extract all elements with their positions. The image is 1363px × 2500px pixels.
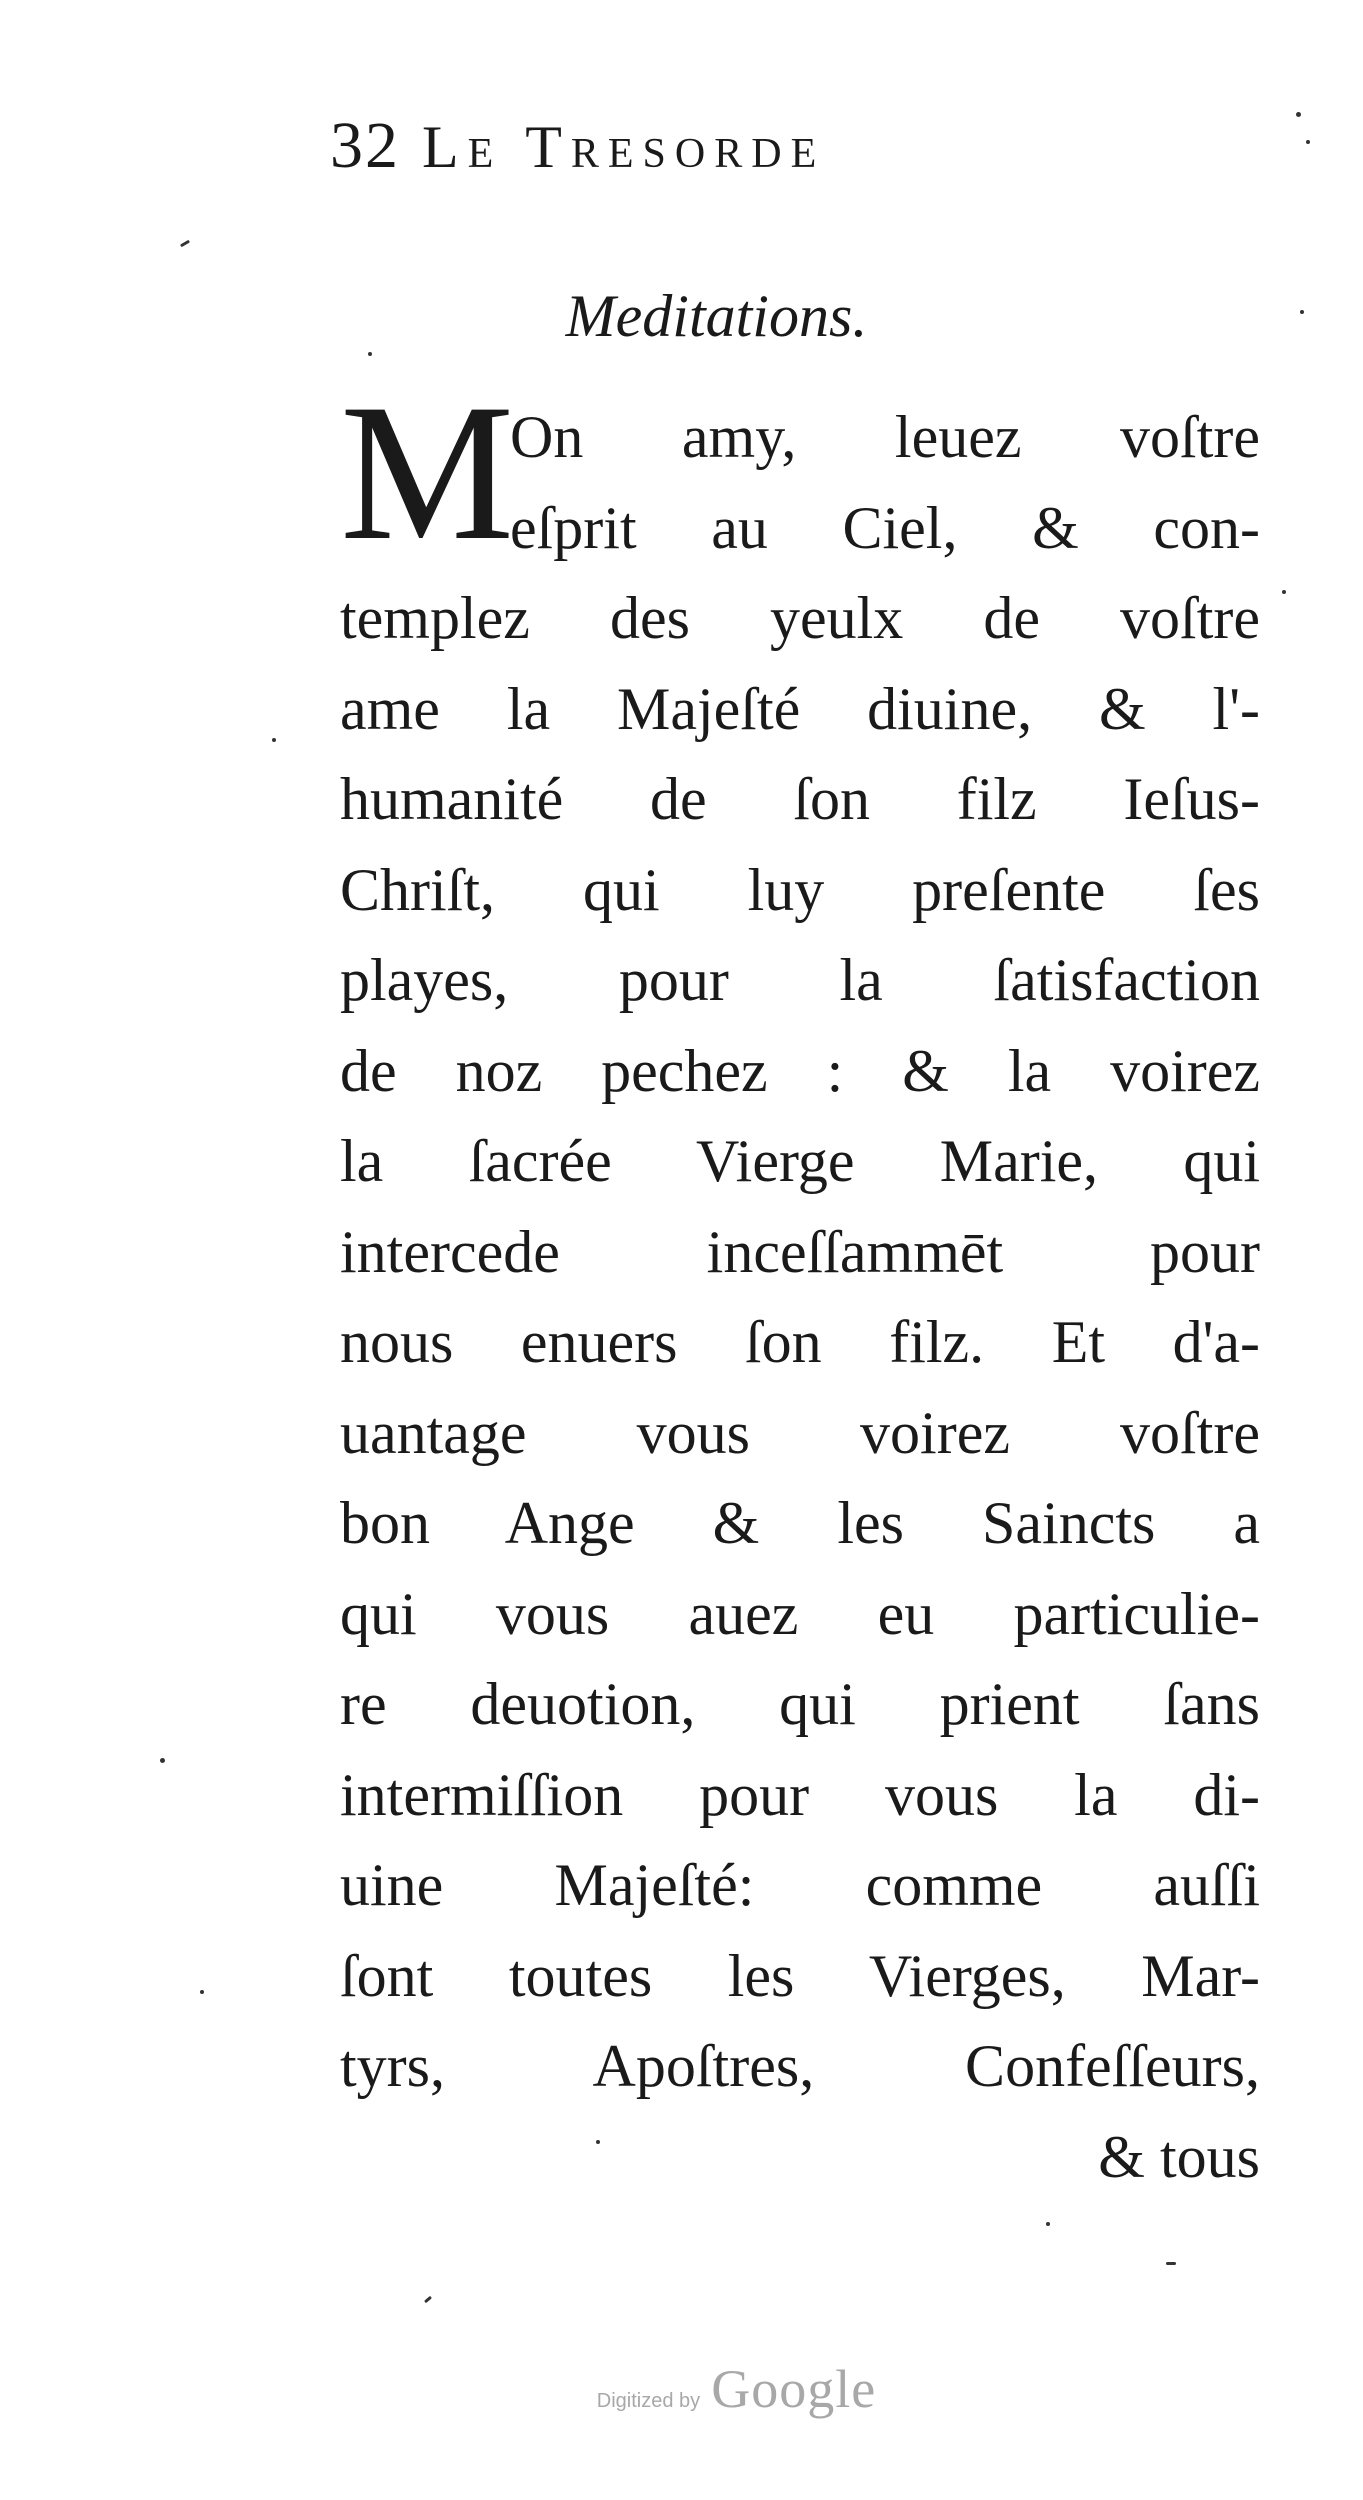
- running-title: Le Tresorde: [422, 114, 826, 180]
- page-number: 32: [330, 109, 400, 182]
- scan-speck: [596, 2140, 600, 2144]
- text-line: templez des yeulx de voſtre: [340, 585, 1260, 651]
- scan-speck: [1300, 310, 1304, 314]
- text-line: Chriſt, qui luy preſente ſes: [340, 856, 1260, 923]
- body-text: [340, 364, 1260, 2202]
- scan-speck: [1282, 590, 1286, 594]
- text-line: la ſacrée Vierge Marie, qui: [340, 1128, 1260, 1194]
- text-line: qui vous auez eu particulie-: [340, 1580, 1260, 1647]
- text-line: humanité de ſon filz Ieſus-: [340, 766, 1260, 832]
- scan-speck: [1296, 112, 1301, 117]
- digitization-watermark: [0, 2358, 1363, 2420]
- drop-cap: M: [340, 364, 515, 581]
- section-heading: Meditations.: [565, 283, 868, 349]
- scan-speck: [368, 352, 372, 356]
- text-line: eſprit au Ciel, & con-: [510, 494, 1260, 561]
- scan-speck: [272, 738, 276, 742]
- text-line: ſont toutes les Vierges, Mar-: [340, 1942, 1260, 2009]
- scan-speck: [160, 1758, 165, 1763]
- text-line: playes, pour la ſatisfaction: [340, 947, 1260, 1013]
- text-line: uine Majeſté: comme auſſi: [340, 1852, 1260, 1918]
- watermark-brand: Google: [711, 2359, 877, 2419]
- text-line: uantage vous voirez voſtre: [340, 1399, 1260, 1466]
- text-line: ame la Majeſté diuine, & l'-: [340, 675, 1260, 742]
- text-line: tyrs, Apoſtres, Confeſſeurs,: [340, 2033, 1260, 2099]
- scan-speck: [200, 1990, 204, 1994]
- text-line: intercede inceſſammēt pour: [340, 1218, 1260, 1285]
- scan-speck: [424, 2296, 432, 2303]
- running-head: [330, 108, 1190, 198]
- scan-speck: [1046, 2222, 1050, 2226]
- text-line: de noz pechez : & la voirez: [340, 1037, 1260, 1104]
- text-line: nous enuers ſon filz. Et d'a-: [340, 1309, 1260, 1375]
- scan-speck: [1306, 140, 1310, 144]
- text-line: intermiſſion pour vous la di-: [340, 1761, 1260, 1828]
- text-line: bon Ange & les Saincts a: [340, 1490, 1260, 1556]
- scan-speck: [180, 240, 190, 248]
- watermark-prefix: Digitized by: [596, 2390, 701, 2412]
- text-line: & tous: [1098, 2123, 1260, 2190]
- text-line: re deuotion, qui prient ſans: [340, 1671, 1260, 1737]
- scan-speck: [1166, 2262, 1176, 2265]
- text-line: On amy, leuez voſtre: [510, 404, 1260, 470]
